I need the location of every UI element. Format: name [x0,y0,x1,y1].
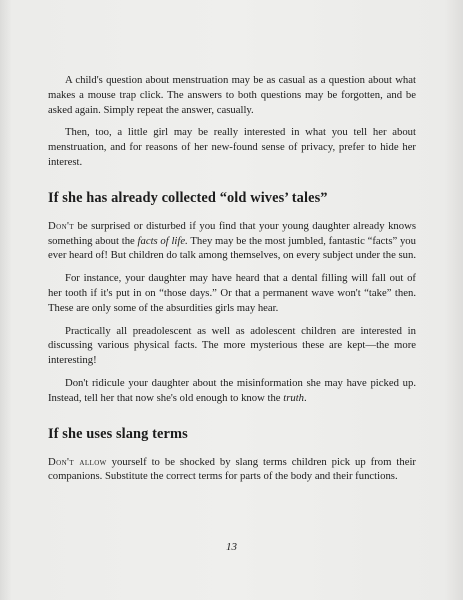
paragraph-1: A child's question about menstruation may be as casual as a question about what makes a mouse trap click. The answers to both questions may be forgotten, and be asked again. Simply repeat the answer, casually. [48,74,416,116]
paragraph-3-text-a: be surprised or disturbed if you find that your young daughter already knows something about the [48,219,416,247]
section-heading-slang-terms: If she uses slang terms [48,425,188,442]
paragraph-3-emphasis: facts of life. [137,234,188,247]
paragraph-3-text-b: They may be the most jumbled, fantastic “facts” you ever heard of! But children do talk among themselves, on every subject under the sun. [48,234,417,262]
paragraph-6-text-b: . [304,391,307,404]
paragraph-6-emphasis: truth [283,391,305,404]
section-heading-old-wives-tales: If she has already collected “old wives’ tales” [48,189,328,206]
paragraph-3-lead: Don't [48,219,75,232]
paragraph-3 [48,219,416,263]
paragraph-4: For instance, your daughter may have heard that a dental filling will fall out of her tooth if it's put in on “those days.” Or that a permanent wave won't “take” then. These are only some of the absurdities girls may hear. [48,272,416,314]
paragraph-7-lead: Don't allow [48,455,107,468]
paragraph-7-text: yourself to be shocked by slang terms children pick up from their companions. Substitute the correct terms for parts of the body and their functions. [48,455,416,483]
page-body [48,73,416,492]
paragraph-7 [48,455,416,485]
paragraph-6-text-a: Don't ridicule your daughter about the misinformation she may have picked up. Instead, tell her that now she's old enough to know the [48,376,416,404]
paragraph-2: Then, too, a little girl may be really interested in what you tell her about menstruation, and for reasons of her new-found sense of privacy, prefer to hide her interest. [48,126,416,168]
paragraph-6 [48,376,416,406]
page-number: 13 [226,541,237,553]
paragraph-5: Practically all preadolescent as well as adolescent children are interested in discussing various physical facts. The more mysterious these are kept—the more interesting! [48,324,416,367]
